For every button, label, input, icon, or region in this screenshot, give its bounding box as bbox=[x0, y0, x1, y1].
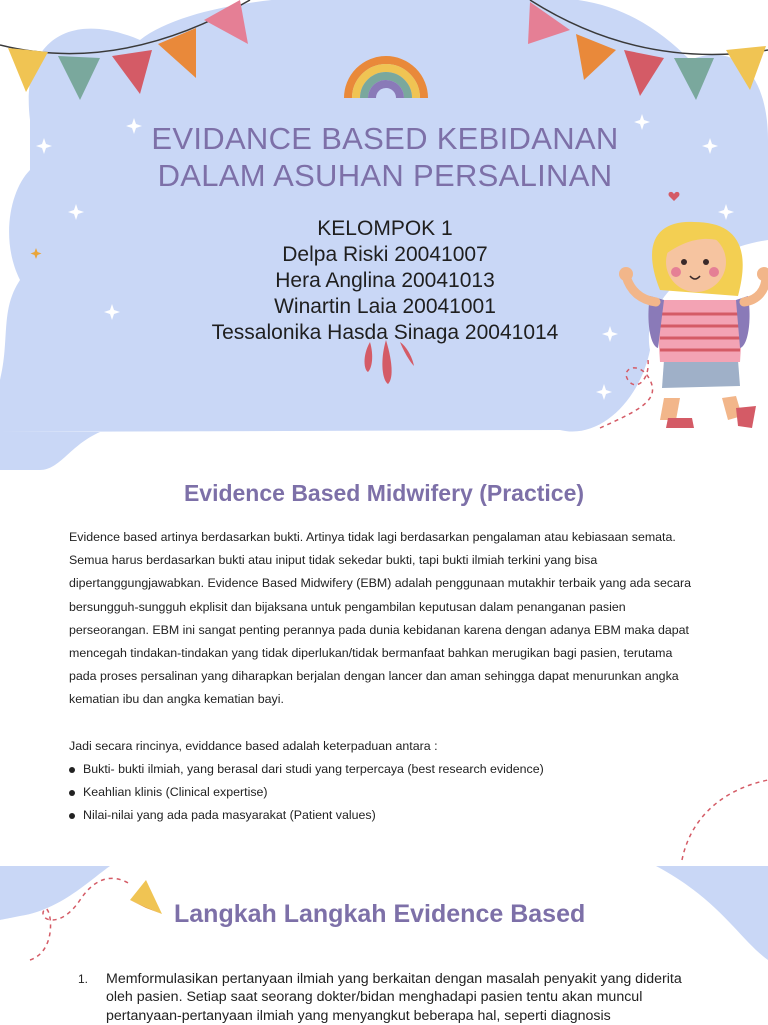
group-members bbox=[150, 216, 620, 346]
group-label: KELOMPOK 1 bbox=[317, 217, 453, 240]
steps-list bbox=[78, 970, 698, 1025]
cover-title bbox=[100, 120, 670, 194]
cloud-shape bbox=[656, 866, 768, 960]
step-number: 1. bbox=[78, 972, 89, 986]
section-title-ebm: Evidence Based Midwifery (Practice) bbox=[183, 480, 585, 506]
member-name: Winartin Laia 20041001 bbox=[274, 295, 496, 318]
list-item: Nilai-nilai yang ada pada masyarakat (Patient values) bbox=[69, 804, 699, 827]
cloud-shape bbox=[0, 866, 110, 920]
list-item: Keahlian klinis (Clinical expertise) bbox=[69, 781, 699, 804]
ebm-intro: Jadi secara rincinya, eviddance based adalah keterpaduan antara : bbox=[69, 738, 438, 753]
paper-plane-icon bbox=[130, 880, 162, 914]
member-name: Delpa Riski 20041007 bbox=[282, 243, 488, 266]
list-item bbox=[78, 970, 698, 1025]
list-item: Bukti- bukti ilmiah, yang berasal dari studi yang terpercaya (best research evidence) bbox=[69, 758, 699, 781]
cloud-shape bbox=[0, 432, 100, 470]
step-text: Memformulasikan pertanyaan ilmiah yang berkaitan dengan masalah penyakit yang diderita oleh pasien. Setiap saat seorang dokter/bidan menghadapi pasien tentu akan muncul pertanyaan-pertanyaan ilmiah yang menyangkut beberapa hal, seperti diagnosis bbox=[106, 971, 682, 1024]
cover-title-line: DALAM ASUHAN PERSALINAN bbox=[157, 158, 613, 193]
member-name: Hera Anglina 20041013 bbox=[275, 269, 495, 292]
section-title-steps: Langkah Langkah Evidence Based bbox=[174, 900, 586, 928]
member-name: Tessalonika Hasda Sinaga 20041014 bbox=[211, 321, 559, 344]
dashed-trail bbox=[682, 780, 768, 860]
cover-title-line: EVIDANCE BASED KEBIDANAN bbox=[151, 121, 619, 156]
ebm-paragraph: Evidence based artinya berdasarkan bukti. Artinya tidak lagi berdasarkan pengalaman atau kebiasaan semata. Semua harus berdasarkan bukti atau iniput tidak sekedar bukti, tapi bukti ilmiah terkini yang bisa dipertanggungjawabkan. Evidence Based Midwifery (EBM) adalah penggunaan mutakhir terbaik yang ada secara bersungguh-sungguh ekplisit dan bijaksana untuk pengambilan keputusan dalam penanganan pasien perseorangan. EBM ini sangat penting perannya pada dunia kebidanan karena dengan adanya EBM maka dapat mencegah tindakan-tindakan yang tidak diperlukan/tidak bermanfaat bahkan merugikan bagi pasien, terutama pada proses persalinan yang diharapkan berjalan dengan lancer dan aman sehingga dapat menurunkan angka kematian ibu dan angka kematian bayi. bbox=[69, 530, 691, 707]
